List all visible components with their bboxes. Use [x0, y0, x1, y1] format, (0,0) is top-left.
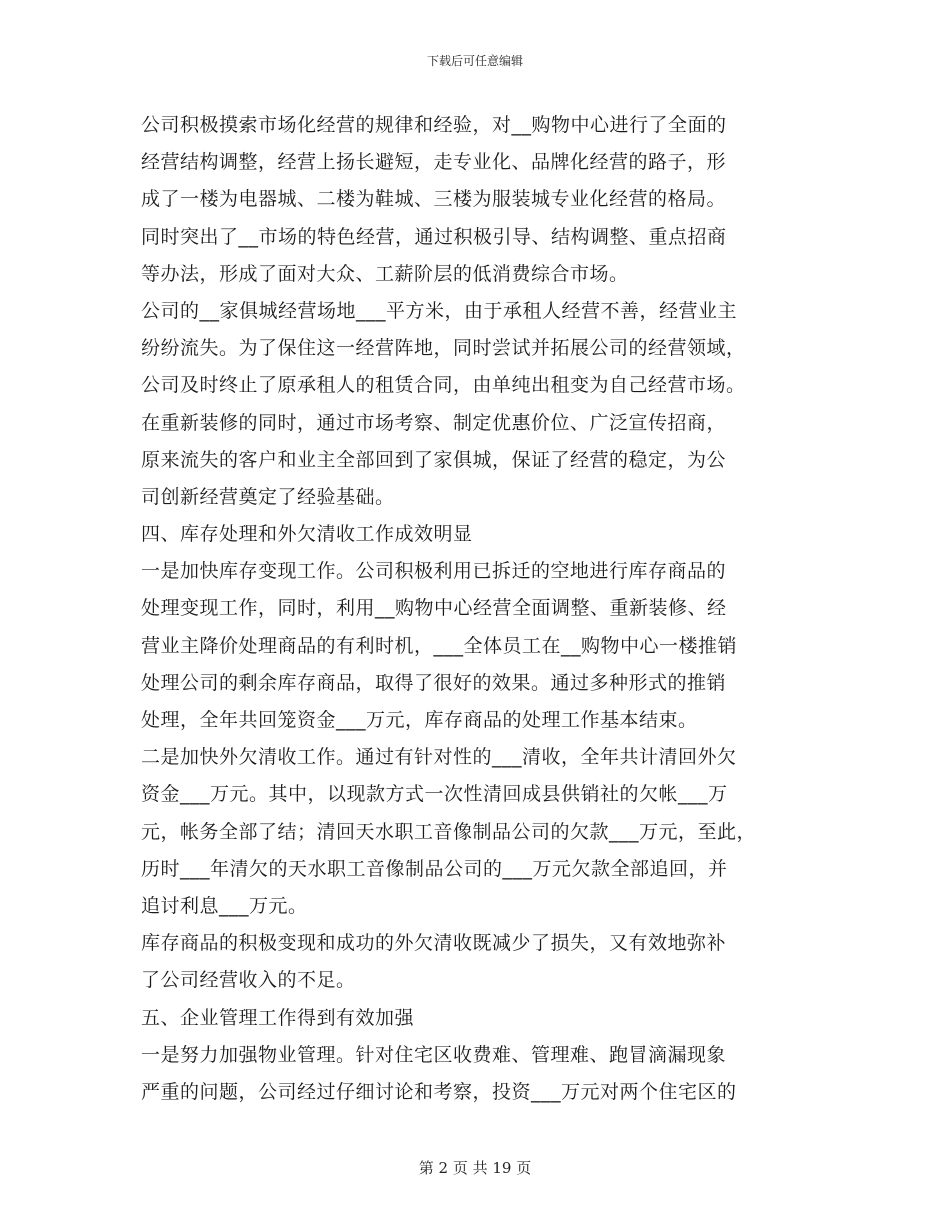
text-line: 成了一楼为电器城、二楼为鞋城、三楼为服装城专业化经营的格局。	[141, 188, 727, 211]
text-line: 同时突出了__市场的特色经营，通过积极引导、结构调整、重点招商	[141, 225, 727, 248]
text-line: 一是努力加强物业管理。针对住宅区收费难、管理难、跑冒滴漏现象	[141, 1043, 727, 1066]
text-line: 原来流失的客户和业主全部回到了家俱城，保证了经营的稳定，为公	[141, 448, 727, 471]
text-line: 库存商品的积极变现和成功的外欠清收既减少了损失，又有效地弥补	[141, 932, 727, 955]
text-line: 元，帐务全部了结；清回天水职工音像制品公司的欠款___万元，至此，	[141, 820, 757, 843]
page-header: 下载后可任意编辑	[426, 54, 523, 68]
text-line: 等办法，形成了面对大众、工薪阶层的低消费综合市场。	[141, 262, 629, 285]
text-line: 公司积极摸索市场化经营的规律和经验，对__购物中心进行了全面的	[141, 114, 727, 136]
text-line: 营业主降价处理商品的有利时机，___全体员工在__购物中心一楼推销	[141, 634, 738, 657]
text-line: 了公司经营收入的不足。	[141, 969, 356, 992]
text-line: 处理，全年共回笼资金___万元，库存商品的处理工作基本结束。	[141, 709, 698, 731]
text-line: 追讨利息___万元。	[141, 894, 308, 917]
section-heading: 五、企业管理工作得到有效加强	[141, 1006, 415, 1029]
text-line: 经营结构调整，经营上扬长避短，走专业化、品牌化经营的路子，形	[141, 151, 727, 174]
text-line: 在重新装修的同时，通过市场考察、制定优惠价位、广泛宣传招商，	[141, 411, 727, 434]
text-line: 公司的__家俱城经营场地___平方米，由于承租人经营不善，经营业主	[141, 299, 738, 322]
document-body	[141, 107, 821, 1111]
text-line: 二是加快外欠清收工作。通过有针对性的___清收，全年共计清回外欠	[141, 746, 737, 769]
text-line: 严重的问题，公司经过仔细讨论和考察，投资___万元对两个住宅区的	[141, 1080, 737, 1103]
text-line: 资金___万元。其中，以现款方式一次性清回成县供销社的欠帐___万	[141, 783, 728, 806]
text-line: 历时___年清欠的天水职工音像制品公司的___万元欠款全部追回，并	[141, 857, 728, 880]
text-line: 处理变现工作，同时，利用__购物中心经营全面调整、重新装修、经	[141, 597, 727, 620]
text-line: 一是加快库存变现工作。公司积极利用已拆迁的空地进行库存商品的	[141, 560, 727, 583]
section-heading: 四、库存处理和外欠清收工作成效明显	[141, 523, 473, 546]
text-line: 司创新经营奠定了经验基础。	[141, 485, 395, 508]
text-line: 纷纷流失。为了保住这一经营阵地，同时尝试并拓展公司的经营领域，	[141, 337, 746, 360]
text-line: 处理公司的剩余库存商品，取得了很好的效果。通过多种形式的推销	[141, 671, 727, 694]
text-line: 公司及时终止了原承租人的租赁合同，由单纯出租变为自己经营市场。	[141, 374, 746, 397]
page-number: 第 2 页 共 19 页	[418, 1159, 532, 1177]
